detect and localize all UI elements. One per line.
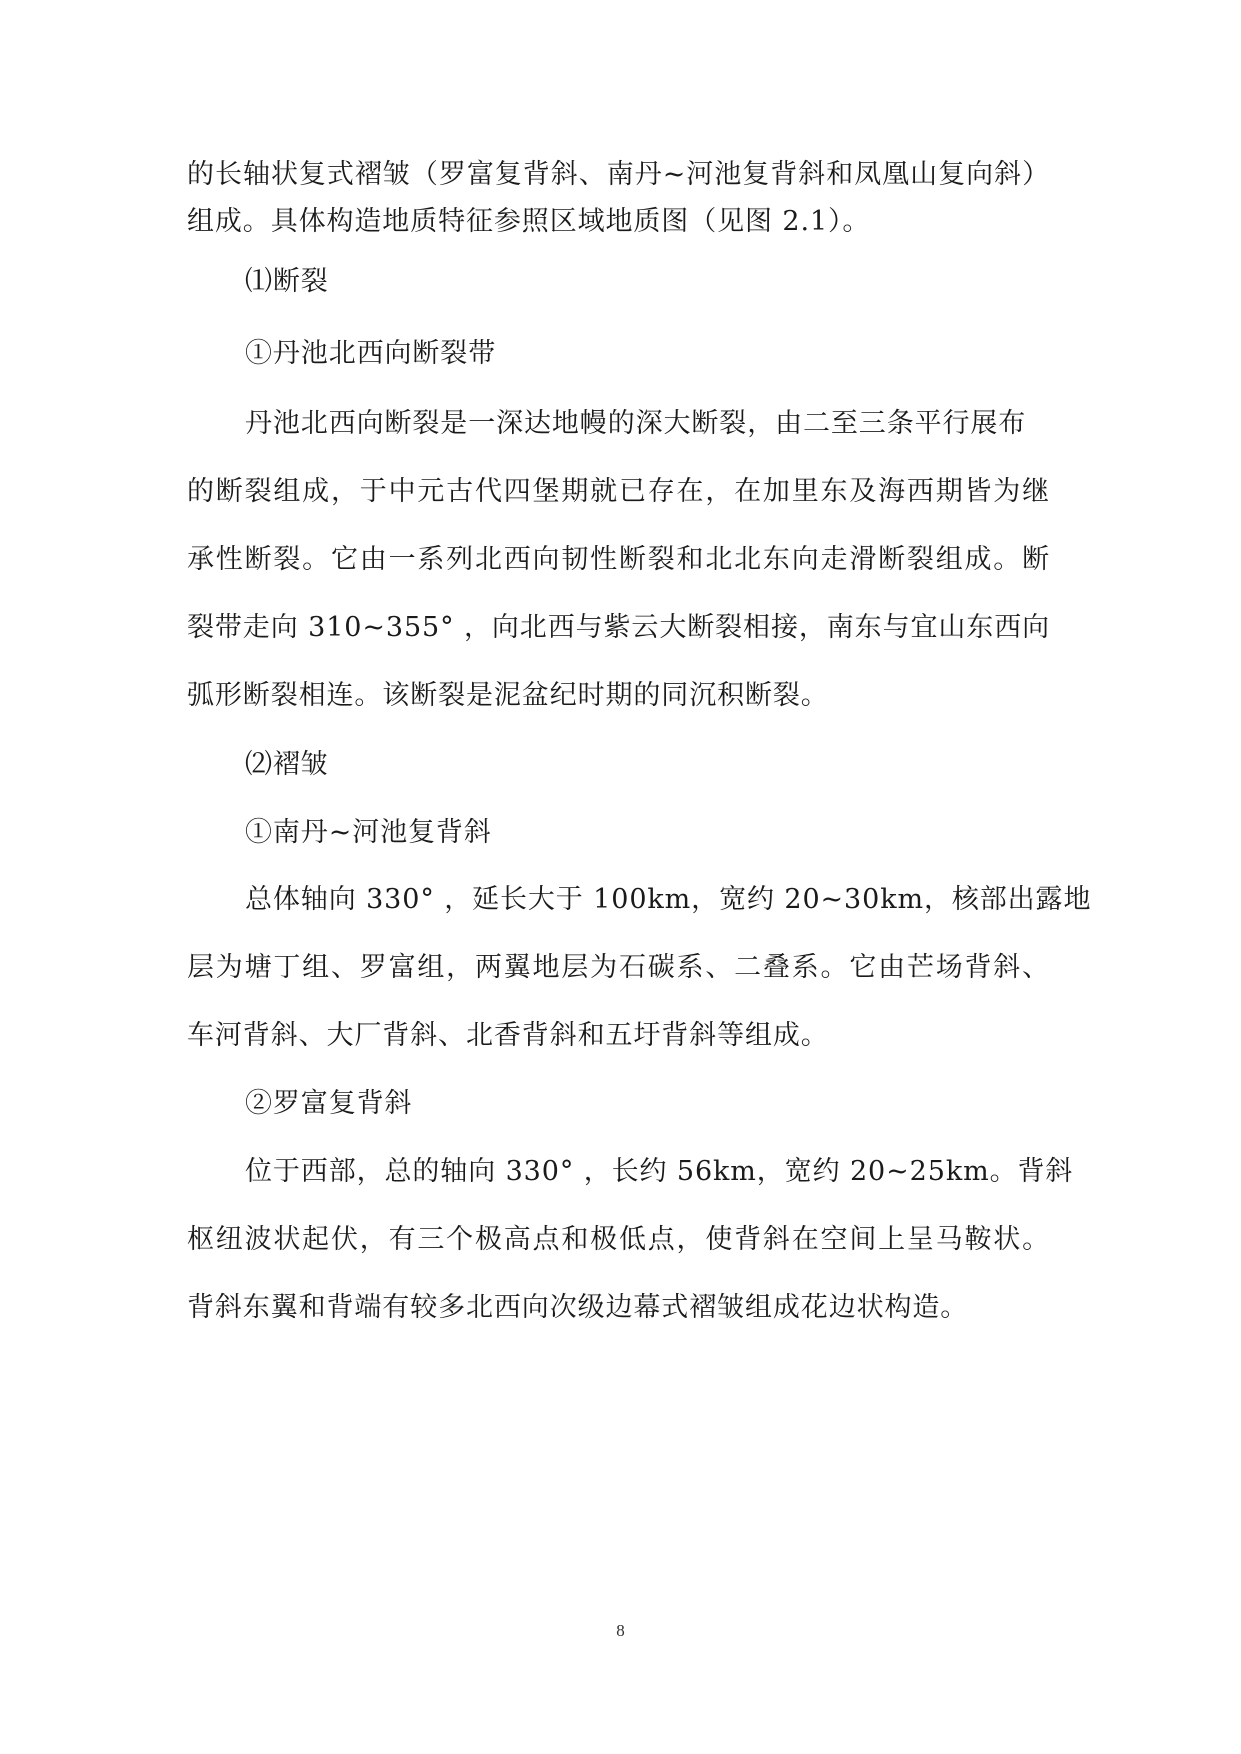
- section-heading: ⑵褶皱: [245, 749, 329, 780]
- paragraph-line: 弧形断裂相连。该断裂是泥盆纪时期的同沉积断裂。: [187, 680, 829, 711]
- page-number: 8: [616, 1621, 625, 1640]
- paragraph-line: 背斜东翼和背端有较多北西向次级边幕式褶皱组成花边状构造。: [187, 1292, 969, 1323]
- subsection-heading: ②罗富复背斜: [245, 1088, 413, 1119]
- paragraph-line: 裂带走向 310~355° ，向北西与紫云大断裂相接，南东与宜山东西向: [187, 612, 1050, 643]
- subsection-heading: ①丹池北西向断裂带: [245, 338, 497, 369]
- section-heading: ⑴断裂: [245, 266, 329, 297]
- paragraph-line: 的断裂组成，于中元古代四堡期就已存在，在加里东及海西期皆为继: [187, 476, 1050, 507]
- paragraph-line: 车河背斜、大厂背斜、北香背斜和五圩背斜等组成。: [187, 1020, 829, 1051]
- paragraph-line: 层为塘丁组、罗富组，两翼地层为石碳系、二叠系。它由芒场背斜、: [187, 952, 1050, 983]
- paragraph-line: 组成。具体构造地质特征参照区域地质图（见图 2.1）。: [187, 206, 871, 237]
- paragraph-line: 的长轴状复式褶皱（罗富复背斜、南丹~河池复背斜和凤凰山复向斜）: [187, 159, 1050, 190]
- paragraph-line: 丹池北西向断裂是一深达地幔的深大断裂，由二至三条平行展布: [245, 408, 1027, 439]
- paragraph-line: 总体轴向 330° ，延长大于 100km，宽约 20~30km，核部出露地: [245, 884, 1092, 915]
- paragraph-line: 承性断裂。它由一系列北西向韧性断裂和北北东向走滑断裂组成。断: [187, 544, 1050, 575]
- paragraph-line: 位于西部，总的轴向 330° ，长约 56km，宽约 20~25km。背斜: [245, 1156, 1074, 1187]
- subsection-heading: ①南丹~河池复背斜: [245, 817, 492, 848]
- paragraph-line: 枢纽波状起伏，有三个极高点和极低点，使背斜在空间上呈马鞍状。: [187, 1224, 1050, 1255]
